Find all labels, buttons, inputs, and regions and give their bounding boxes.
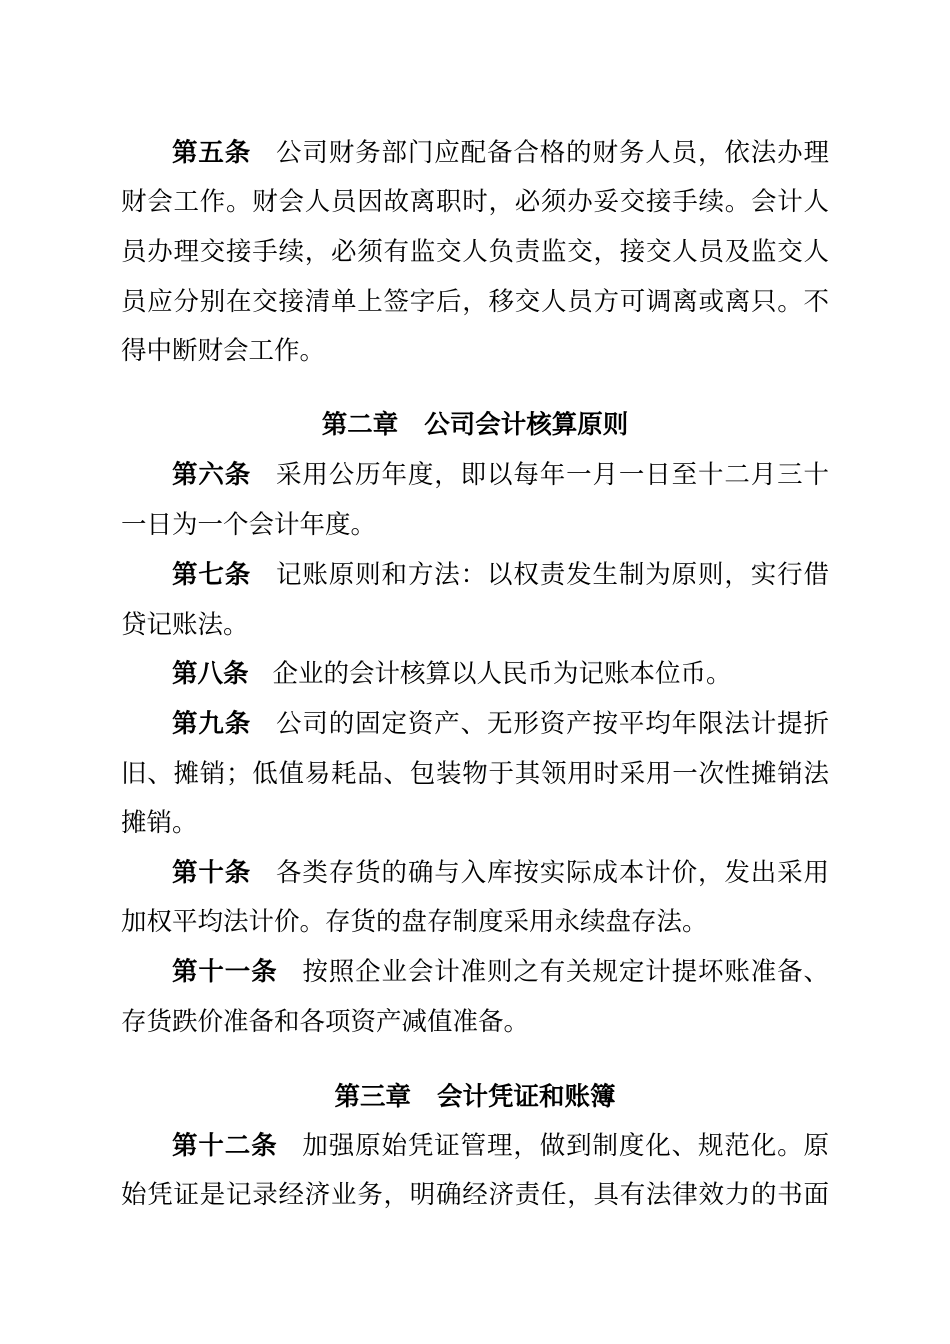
article-6-line-2: 一日为一个会计年度。 xyxy=(121,510,377,540)
article-5-line-1: 第五条 公司财务部门应配备合格的财务人员，依法办理 xyxy=(172,138,829,168)
chapter-number: 第二章 xyxy=(321,410,399,440)
article-6-line-1: 第六条 采用公历年度，即以每年一月一日至十二月三十 xyxy=(172,460,829,490)
chapter-heading-2 xyxy=(0,405,950,445)
article-label: 第十一条 xyxy=(172,957,278,987)
article-9-line-1: 第九条 公司的固定资产、无形资产按平均年限法计提折 xyxy=(172,709,829,739)
article-5-line-2: 财会工作。财会人员因故离职时，必须办妥交接手续。会计人 xyxy=(121,187,829,217)
chapter-title: 会计凭证和账簿 xyxy=(437,1082,616,1112)
article-5-line-4: 员应分别在交接清单上签字后，移交人员方可调离或离只。不 xyxy=(121,287,829,317)
chapter-heading-3 xyxy=(0,1077,950,1117)
article-label: 第六条 xyxy=(172,460,252,490)
article-7-line-1: 第七条 记账原则和方法：以权责发生制为原则，实行借 xyxy=(172,560,829,590)
article-label: 第五条 xyxy=(172,138,252,168)
article-5-line-5: 得中断财会工作。 xyxy=(121,336,326,366)
article-9-line-3: 摊销。 xyxy=(121,808,198,838)
article-8-line-1: 第八条 企业的会计核算以人民币为记账本位币。 xyxy=(172,659,732,689)
article-7-line-2: 贷记账法。 xyxy=(121,610,249,640)
article-label: 第九条 xyxy=(172,709,252,739)
article-9-line-2: 旧、摊销；低值易耗品、包装物于其领用时采用一次性摊销法 xyxy=(121,759,829,789)
article-12-line-2: 始凭证是记录经济业务，明确经济责任，具有法律效力的书面 xyxy=(121,1180,829,1210)
article-5-line-3: 员办理交接手续，必须有监交人负责监交，接交人员及监交人 xyxy=(121,237,829,267)
chapter-number: 第三章 xyxy=(334,1082,411,1112)
article-label: 第十二条 xyxy=(172,1131,278,1161)
article-label: 第八条 xyxy=(172,659,249,689)
article-10-line-1: 第十条 各类存货的确与入库按实际成本计价，发出采用 xyxy=(172,858,829,888)
article-11-line-2: 存货跌价准备和各项资产减值准备。 xyxy=(121,1007,530,1037)
article-label: 第七条 xyxy=(172,560,252,590)
article-12-line-1: 第十二条 加强原始凭证管理，做到制度化、规范化。原 xyxy=(172,1131,829,1161)
article-10-line-2: 加权平均法计价。存货的盘存制度采用永续盘存法。 xyxy=(121,907,708,937)
article-11-line-1: 第十一条 按照企业会计准则之有关规定计提坏账准备、 xyxy=(172,957,829,987)
chapter-title: 公司会计核算原则 xyxy=(424,410,629,440)
article-label: 第十条 xyxy=(172,858,252,888)
